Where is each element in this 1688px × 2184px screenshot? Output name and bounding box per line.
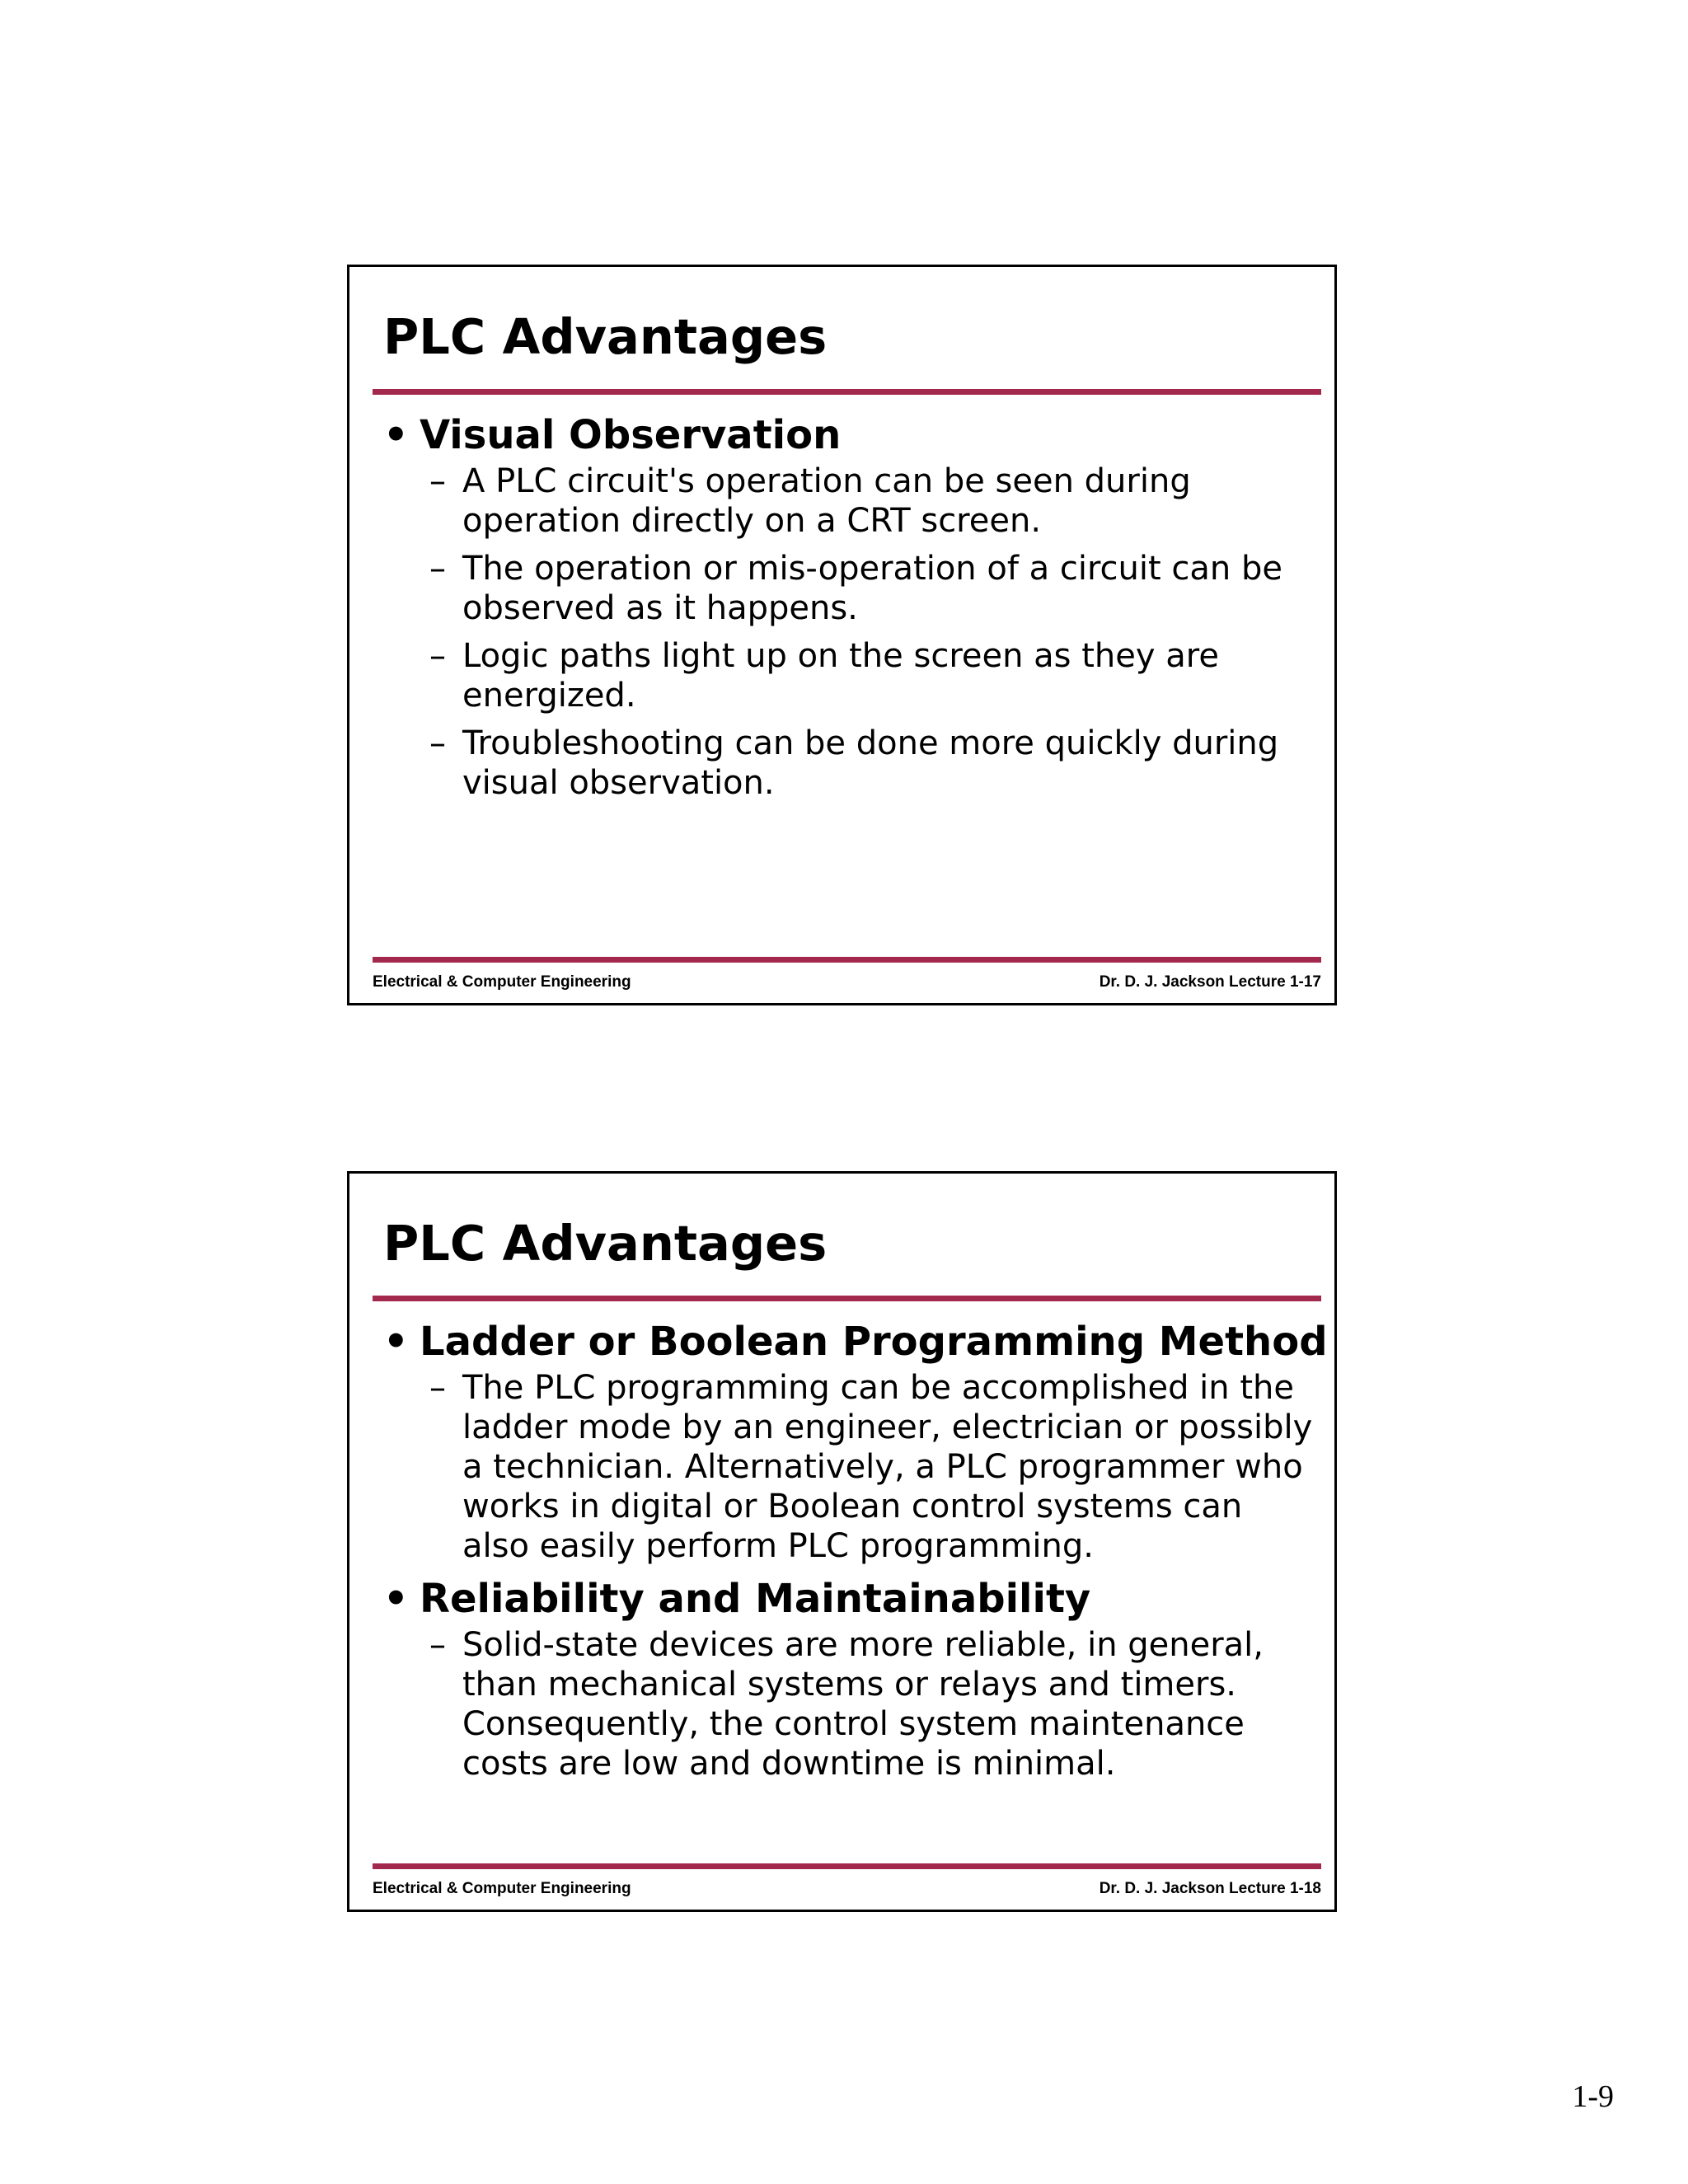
sub-item xyxy=(383,636,1318,715)
bullet-icon: • xyxy=(383,1576,409,1622)
sub-item xyxy=(383,724,1318,803)
dash-icon: – xyxy=(429,637,446,675)
sub-item-text: The operation or mis-operation of a circuit can be observed as it happens. xyxy=(462,550,1282,627)
sub-item-text: Troubleshooting can be done more quickly during visual observation. xyxy=(462,724,1279,802)
sub-list xyxy=(383,462,1318,803)
bullet-heading: Ladder or Boolean Programming Method xyxy=(420,1319,1328,1365)
sub-item xyxy=(383,462,1318,541)
dash-icon: – xyxy=(429,550,446,588)
slide-title: PLC Advantages xyxy=(383,308,828,365)
sub-item xyxy=(383,549,1318,628)
sub-item-text: Solid-state devices are more reliable, in general, than mechanical systems or relays and timers. Consequently, the control system maintenance costs are low and downtime is minimal. xyxy=(462,1626,1264,1783)
footer-department: Electrical & Computer Engineering xyxy=(373,1880,631,1897)
sub-item-text: Logic paths light up on the screen as they are energized. xyxy=(462,637,1219,715)
bullet-ladder-boolean-programming xyxy=(383,1317,1328,1366)
dash-icon: – xyxy=(429,1369,446,1407)
footer-rule xyxy=(373,1863,1321,1869)
bullet-reliability-maintainability xyxy=(383,1574,1318,1624)
sub-item-text: A PLC circuit's operation can be seen during operation directly on a CRT screen. xyxy=(462,462,1191,540)
slide-title: PLC Advantages xyxy=(383,1215,828,1272)
title-rule xyxy=(373,1296,1321,1301)
bullet-icon: • xyxy=(383,412,409,458)
footer-rule xyxy=(373,957,1321,963)
sub-item-text: The PLC programming can be accomplished in the ladder mode by an engineer, electrician or possibly a technician. Alternatively, a PLC programmer who works in digital or Boolean control systems can also easily perform PLC programming. xyxy=(462,1369,1313,1565)
title-rule xyxy=(373,389,1321,395)
sub-item xyxy=(383,1625,1318,1783)
bullet-visual-observation xyxy=(383,410,1318,460)
sub-list xyxy=(383,1368,1318,1566)
slide-lecture-1-18 xyxy=(347,1171,1337,1912)
footer-department: Electrical & Computer Engineering xyxy=(373,973,631,991)
dash-icon: – xyxy=(429,724,446,762)
slide-lecture-1-17 xyxy=(347,265,1337,1005)
footer-lecture: Dr. D. J. Jackson Lecture 1-18 xyxy=(1099,1880,1321,1897)
dash-icon: – xyxy=(429,1626,446,1664)
sub-item xyxy=(383,1368,1318,1566)
dash-icon: – xyxy=(429,462,446,500)
slide-body xyxy=(383,1317,1328,1792)
slide-body xyxy=(383,410,1318,811)
page-number: 1-9 xyxy=(1572,2079,1614,2114)
bullet-heading: Reliability and Maintainability xyxy=(420,1576,1091,1622)
sub-list xyxy=(383,1625,1318,1783)
bullet-heading: Visual Observation xyxy=(420,412,842,458)
bullet-icon: • xyxy=(383,1319,409,1365)
footer-lecture: Dr. D. J. Jackson Lecture 1-17 xyxy=(1099,973,1321,991)
